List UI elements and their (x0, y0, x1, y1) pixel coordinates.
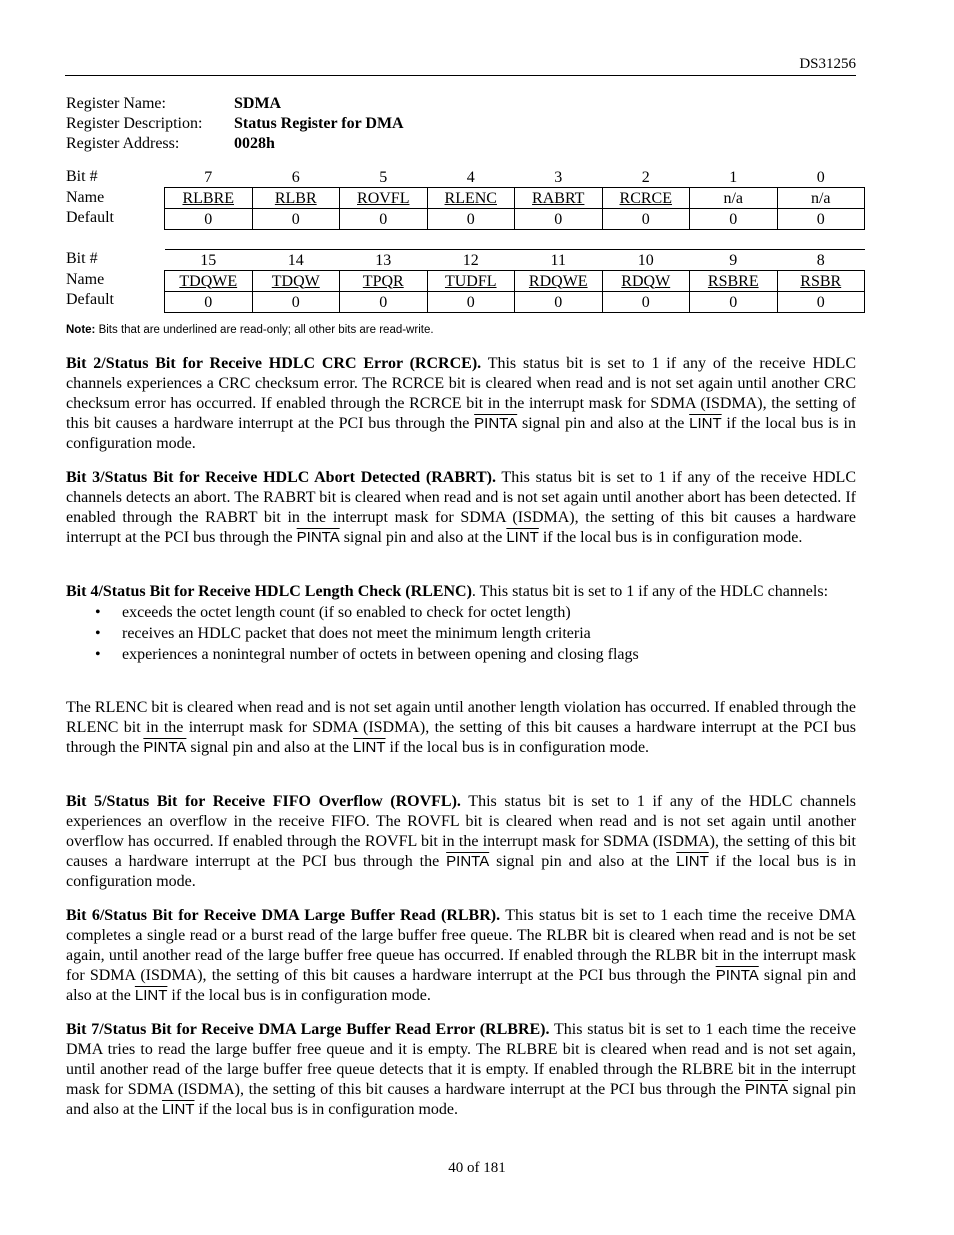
paragraph-title: Bit 6/Status Bit for Receive DMA Large Buffer Read (RLBR). (66, 907, 501, 924)
lint-signal: LINT (353, 739, 386, 756)
paragraph-bit4-continued (66, 698, 856, 758)
pinta-signal: PINTA (715, 967, 759, 984)
pinta-signal: PINTA (143, 739, 187, 756)
table-note (66, 324, 434, 336)
lint-signal: LINT (506, 529, 539, 546)
bit-name: RDQW (621, 272, 671, 290)
lint-signal: LINT (689, 415, 722, 432)
bit-number: 15 (200, 251, 217, 269)
header-rule (65, 75, 856, 76)
paragraph-text: This status bit is set to 1 if any of the receive HDLC channels experiences a CRC checksum error. The RCRCE bit is cleared when read and is not set again until another CRC checksum error has occurred. If enabled through the RCRCE bit in the interrupt mask for SDMA (ISDMA), the setting of this bit causes a hardware interrupt at the PCI bus through the (66, 355, 856, 432)
paragraph-text: . This status bit is set to 1 if any of the HDLC channels: (471, 583, 829, 600)
bit-number: 6 (291, 168, 300, 186)
bit-number: 5 (379, 168, 388, 186)
bit-name: n/a (810, 189, 831, 207)
bit-name: TUDFL (444, 272, 497, 290)
lint-signal: LINT (161, 1101, 195, 1118)
bit-default: 0 (427, 292, 515, 313)
paragraph-bit4 (66, 582, 856, 665)
bit-default: 0 (515, 292, 603, 313)
bit-name: RLBR (274, 189, 317, 207)
bit-number: 2 (641, 168, 650, 186)
paragraph-text: if the local bus is in configuration mode. (66, 415, 856, 452)
bit-number: 8 (816, 251, 825, 269)
paragraph-text: This status bit is set to 1 if any of the HDLC channels experiences an overflow in the receive FIFO. The ROVFL bit is cleared when read and is not set again until another overflow has occurred. If enabled through the ROVFL bit in the interrupt mask for SDMA (ISDMA), the setting of this bit causes a hardware interrupt at the PCI bus through the (66, 793, 856, 870)
document-id: DS31256 (799, 56, 856, 72)
paragraph-bit3 (66, 468, 856, 548)
default-row-label: Default (66, 291, 114, 308)
bit-name: RLENC (444, 189, 497, 207)
register-addr: 0028h (234, 135, 275, 152)
bit-default: 0 (777, 292, 865, 313)
pinta-signal: PINTA (296, 529, 340, 546)
paragraph-text: signal pin and also at the (517, 415, 690, 432)
bit-name: RSBR (800, 272, 842, 290)
paragraph-title: Bit 5/Status Bit for Receive FIFO Overflow (ROVFL). (66, 793, 461, 810)
bit-name: n/a (723, 189, 744, 207)
paragraph-text: This status bit is set to 1 each time the receive DMA tries to read the large buffer free queue and it is empty. The RLBRE bit is cleared when read and is not set again, until another read of the large buffer free queue detects that it is empty. If enabled through the RLBRE bit in the interrupt mask for SDMA (ISDMA), the setting of this bit causes a hardware interrupt at the PCI bus through the (66, 1021, 856, 1098)
bit-name: TPQR (362, 272, 404, 290)
paragraph-text: signal pin and also at the (339, 529, 507, 546)
paragraph-text: if the local bus is in configuration mode. (167, 987, 431, 1004)
paragraph-bit6 (66, 906, 856, 1006)
paragraph-bit2 (66, 354, 856, 454)
page-number: 40 of 181 (448, 1160, 506, 1176)
note-text: Bits that are underlined are read-only; all other bits are read-write. (95, 324, 434, 336)
bit-number: 9 (729, 251, 738, 269)
bit-number: 14 (287, 251, 304, 269)
bit-name: RABRT (532, 189, 585, 207)
pinta-signal: PINTA (474, 415, 518, 432)
paragraph-title: Bit 7/Status Bit for Receive DMA Large Buffer Read Error (RLBRE). (66, 1021, 550, 1038)
bullet-list (66, 602, 856, 665)
register-info (66, 94, 404, 154)
bit-number: 12 (462, 251, 479, 269)
bit-default: 0 (690, 292, 778, 313)
register-name: SDMA (234, 95, 282, 112)
bit-default: 0 (602, 292, 690, 313)
paragraph-text: This status bit is set to 1 each time the receive DMA completes a single read or a burst read of the large buffer free queue. The RLBR bit is cleared when read and is not be set again, until another read of the large buffer free queue has occurred. If enabled through the RLBR bit in the interrupt mask for SDMA (ISDMA), the setting of this bit causes a hardware interrupt at the PCI bus through the (66, 907, 857, 984)
bit-default: 0 (165, 292, 253, 313)
bit-name: RDQWE (528, 272, 588, 290)
paragraph-text: if the local bus is in configuration mode. (538, 529, 803, 546)
bit-default: 0 (690, 209, 778, 230)
bit-number: 0 (816, 168, 825, 186)
list-item: • receives an HDLC packet that does not meet the minimum length criteria (122, 623, 856, 644)
paragraph-text: This status bit is set to 1 if any of the receive HDLC channels detects an abort. The RABRT bit is cleared when read and is not set again until another abort has been detected. If enabled through the RABRT bit in the interrupt mask for SDMA (ISDMA), the setting of this bit causes a hardware interrupt at the PCI bus through the (66, 469, 856, 546)
paragraph-title: Bit 4/Status Bit for Receive HDLC Length Check (RLENC) (66, 583, 472, 600)
register-addr-label: Register Address: (66, 135, 180, 152)
name-row-label: Name (66, 270, 105, 288)
paragraph-text: The RLENC bit is cleared when read and is not set again until another length violation has occurred. If enabled through the RLENC bit in the interrupt mask for SDMA (ISDMA), the setting of this bit causes a hardware interrupt at the PCI bus through the (66, 699, 856, 756)
bit-number: 13 (375, 251, 392, 269)
bit-default: 0 (340, 209, 428, 230)
bit-default: 0 (340, 292, 428, 313)
bit-default: 0 (165, 209, 253, 230)
bit-default: 0 (427, 209, 515, 230)
paragraph-text: signal pin and also at the (66, 967, 857, 1004)
bit-row-label: Bit # (66, 168, 98, 185)
register-desc: Status Register for DMA (234, 115, 404, 132)
register-name-label: Register Name: (66, 95, 166, 112)
paragraph-text: signal pin and also at the (66, 1081, 856, 1118)
bit-row-label: Bit # (66, 250, 98, 267)
bit-number: 1 (729, 168, 738, 186)
list-item: • exceeds the octet length count (if so enabled to check for octet length) (122, 602, 856, 623)
lint-signal: LINT (134, 987, 168, 1004)
bit-name: TDQWE (179, 272, 238, 290)
paragraph-text: if the local bus is in configuration mode. (194, 1101, 458, 1118)
paragraph-title: Bit 2/Status Bit for Receive HDLC CRC Error (RCRCE). (66, 355, 482, 372)
lint-signal: LINT (676, 853, 709, 870)
bit-name: TDQW (271, 272, 320, 290)
bit-name: RLBRE (182, 189, 235, 207)
bit-default: 0 (515, 209, 603, 230)
bit-number: 10 (637, 251, 654, 269)
pinta-signal: PINTA (744, 1081, 789, 1098)
paragraph-bit5 (66, 792, 856, 892)
bit-name: ROVFL (357, 189, 410, 207)
paragraph-text: signal pin and also at the (186, 739, 354, 756)
bit-default: 0 (252, 209, 340, 230)
bit-default: 0 (252, 292, 340, 313)
bit-name: RCRCE (619, 189, 672, 207)
default-row-label: Default (66, 209, 114, 226)
bit-default: 0 (602, 209, 690, 230)
paragraph-text: signal pin and also at the (489, 853, 677, 870)
list-item: • experiences a nonintegral number of octets in between opening and closing flags (122, 644, 856, 665)
note-label: Note: (66, 324, 96, 336)
paragraph-bit7 (66, 1020, 856, 1120)
bit-number: 4 (466, 168, 475, 186)
pinta-signal: PINTA (446, 853, 490, 870)
bit-number: 3 (554, 168, 563, 186)
bit-number: 7 (204, 168, 213, 186)
register-desc-label: Register Description: (66, 115, 203, 132)
paragraph-text: if the local bus is in configuration mode. (385, 739, 650, 756)
bit-number: 11 (550, 251, 566, 269)
name-row-label: Name (66, 188, 105, 206)
paragraph-text: if the local bus is in configuration mode. (66, 853, 856, 890)
bit-name: RSBRE (707, 272, 759, 290)
bit-default: 0 (777, 209, 865, 230)
paragraph-title: Bit 3/Status Bit for Receive HDLC Abort Detected (RABRT). (66, 469, 497, 486)
